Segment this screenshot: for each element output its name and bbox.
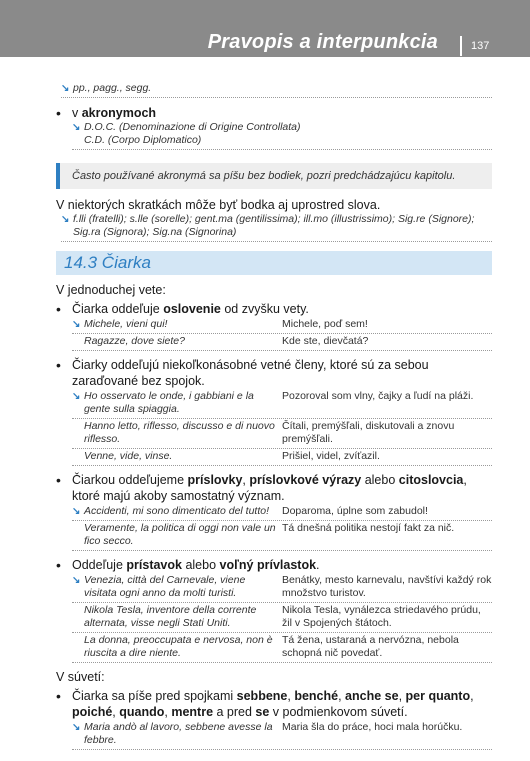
arrow-icon: ↘ <box>61 214 70 225</box>
bullet-icon: • <box>56 357 61 373</box>
arrow-icon: ↘ <box>72 575 81 586</box>
page-header <box>0 0 530 57</box>
section-heading: 14.3 Čiarka <box>56 251 492 275</box>
bullet-icon: • <box>56 472 61 488</box>
paragraph: V niektorých skratkách môže byť bodka aj uprostred slova. <box>56 198 381 212</box>
page-number: 137 <box>471 40 490 52</box>
bullet-item: • Čiarka oddeľuje oslovenie od zvyšku vety. <box>56 301 309 317</box>
example-block: ↘ Venezia, città del Carnevale, viene visitata ogni anno da molti turisti. Benátky, mesto karnevalu, navštívi každý rok množstvo turistov. Nikola Tesla, inventore della corrente alternata, visse negli Stati Uniti. Nikola Tesla, vynálezca striedavého prúdu, žil v Spojených štátoch. La donna, preoccupata e nervosa, non è riuscita a dire niente. Tá žena, ustaraná a nervózna, nebola schopná nič povedať. <box>72 573 492 663</box>
subheading: V jednoduchej vete: <box>56 283 166 297</box>
note-box: Často používané akronymá sa píšu bez bodiek, pozri predchádzajúcu kapitolu. <box>56 163 492 189</box>
bullet-icon: • <box>56 688 61 704</box>
arrow-icon: ↘ <box>72 506 81 517</box>
subheading: V súvetí: <box>56 670 105 684</box>
bullet-item: • Čiarka sa píše pred spojkami sebbene, benché, anche se, per quanto, poiché, quando, mentre a pred se v podmienkovom súvetí. <box>56 688 474 719</box>
bullet-item: • Čiarkou oddeľujeme príslovky, príslovkové výrazy alebo citoslovcia, ktoré majú akoby samostatný význam. <box>56 472 467 503</box>
bullet-icon: • <box>56 301 61 317</box>
example-block: ↘ Michele, vieni qui! Michele, poď sem! Ragazze, dove siete? Kde ste, dievčatá? <box>72 317 492 351</box>
example-row: ↘ pp., pagg., segg. <box>61 82 492 98</box>
arrow-icon: ↘ <box>72 122 81 133</box>
arrow-icon: ↘ <box>72 319 81 330</box>
chapter-title: Pravopis a interpunkcia <box>207 31 438 53</box>
bullet-item: • v akronymoch <box>56 105 157 121</box>
bullet-item: • Oddeľuje prístavok alebo voľný prívlastok. <box>56 557 320 573</box>
bullet-icon: • <box>56 105 61 121</box>
arrow-icon: ↘ <box>61 83 70 94</box>
header-divider <box>460 36 462 56</box>
example-block: ↘ D.O.C. (Denominazione di Origine Controllata) C.D. (Corpo Diplomatico) <box>72 121 492 150</box>
example-row: ↘ f.lli (fratelli); s.lle (sorelle); gent.ma (gentilissima); ill.mo (illustrissimo); Sig.re (Signore); Sig.ra (Signora); Sig.na (Signorina) <box>61 213 492 242</box>
page-content <box>56 82 492 750</box>
arrow-icon: ↘ <box>72 391 81 402</box>
example-block: ↘ Accidenti, mi sono dimenticato del tutto! Doparoma, úplne som zabudol! Veramente, la politica di oggi non vale un fico secco. Tá dnešná politika nestojí fakt za nič. <box>72 504 492 551</box>
bullet-item: • Čiarky oddeľujú niekoľkonásobné vetné členy, ktoré sú za sebou zaraďované bez spojok. <box>56 357 429 388</box>
bullet-icon: • <box>56 557 61 573</box>
example-block: ↘ Maria andò al lavoro, sebbene avesse la febbre. Maria šla do práce, hoci mala horúčku. <box>72 720 492 750</box>
arrow-icon: ↘ <box>72 722 81 733</box>
example-block: ↘ Ho osservato le onde, i gabbiani e la gente sulla spiaggia. Pozoroval som vlny, čajky a ľudí na pláži. Hanno letto, riflesso, discusso e di nuovo riflesso. Čítali, premýšľali, diskutovali a znovu premýšľali. Venne, vide, vinse. Prišiel, videl, zvíťazil. <box>72 389 492 466</box>
